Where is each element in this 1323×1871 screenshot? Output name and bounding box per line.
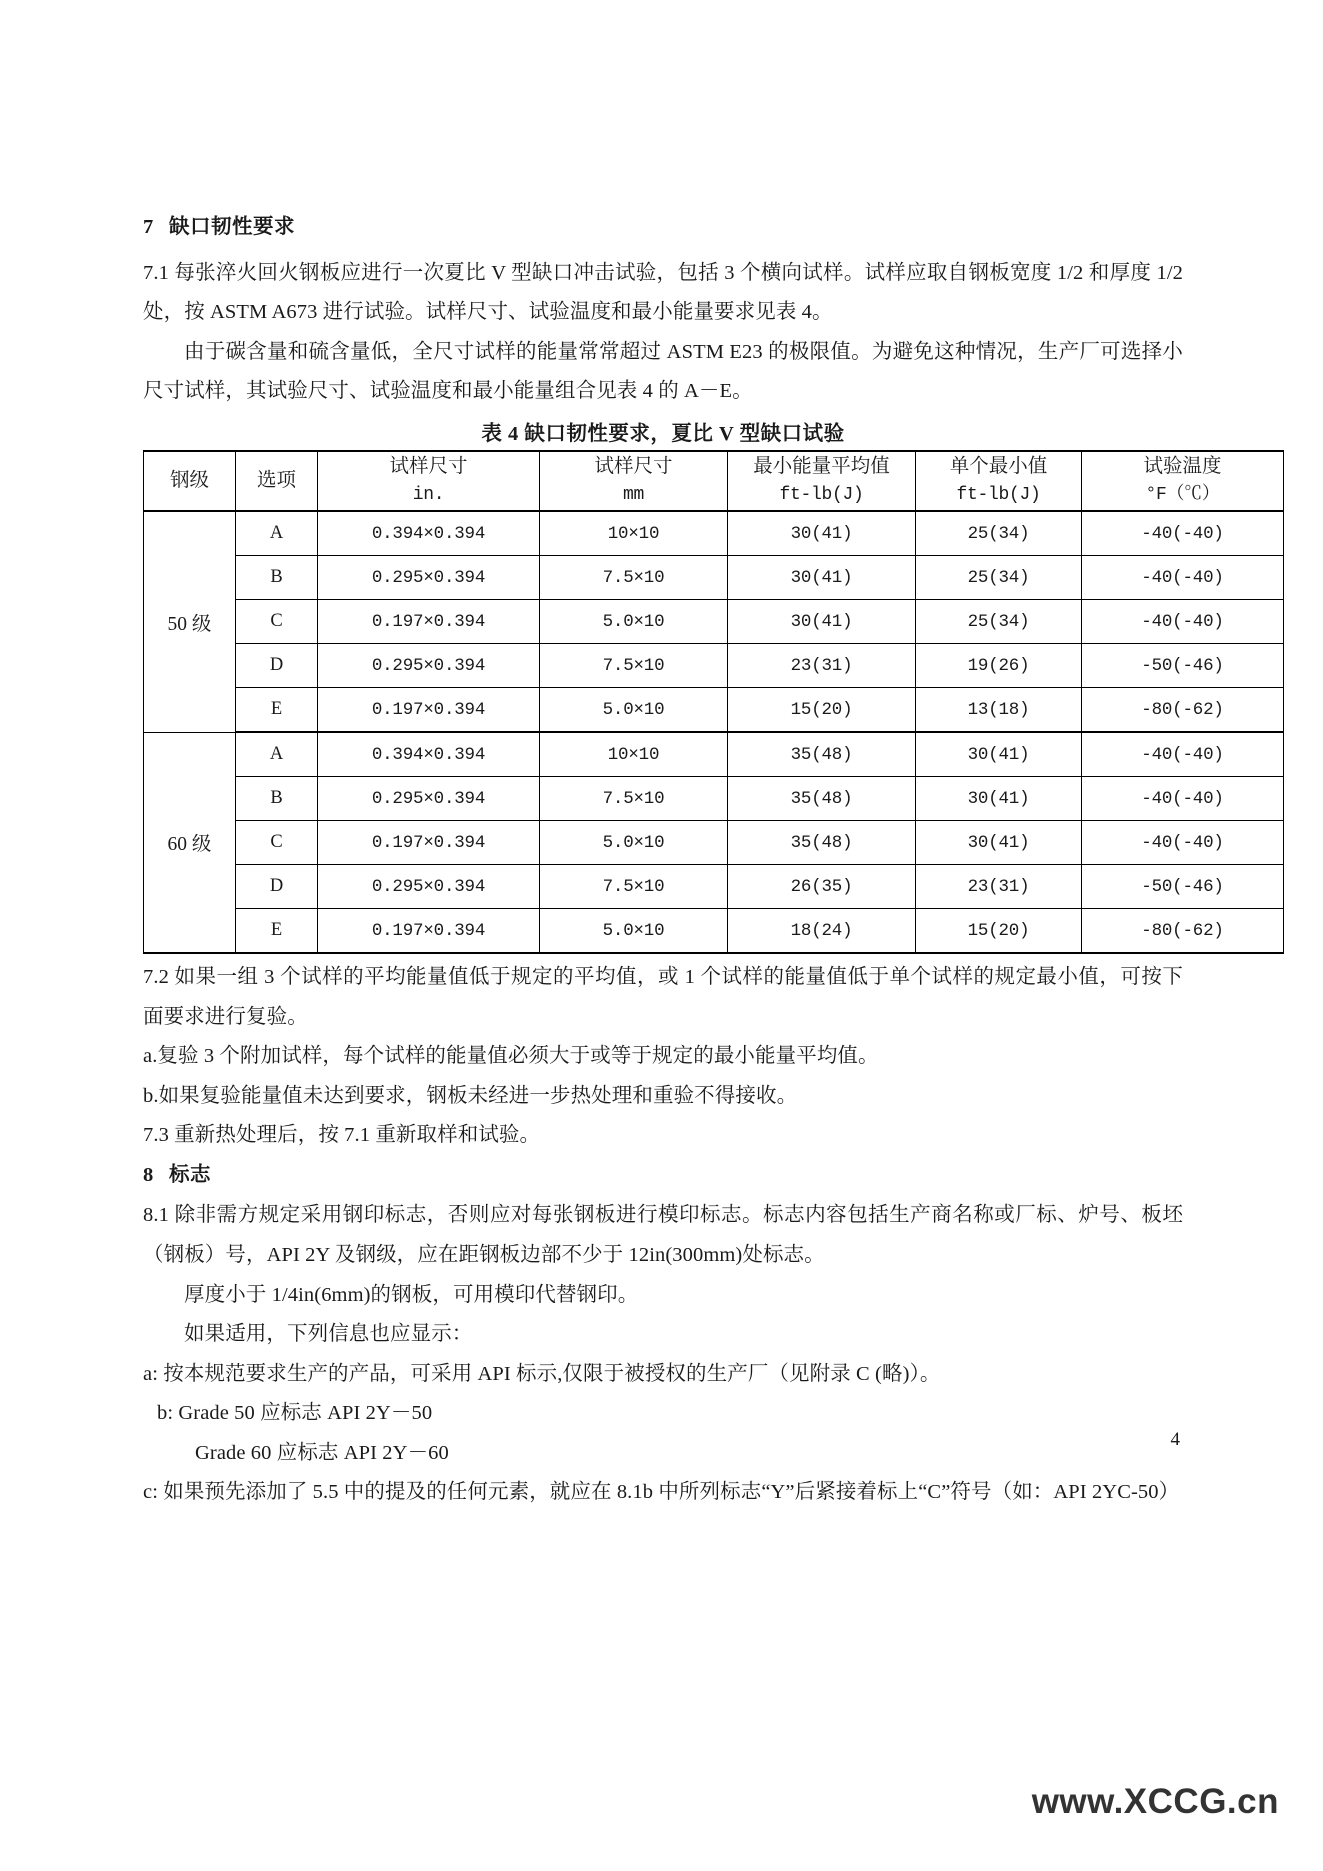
size-in-cell: 0.197×0.394 (318, 600, 540, 644)
paragraph-7-1: 7.1 每张淬火回火钢板应进行一次夏比 V 型缺口冲击试验，包括 3 个横向试样。试样应取自钢板宽度 1/2 和厚度 1/2 处，按 ASTM A673 进行试验。试样尺寸、试验温度和最小能量要求见表 4。 (143, 261, 1183, 324)
table-row (144, 600, 1284, 644)
avg-energy-cell: 30(41) (728, 600, 916, 644)
option-cell: C (236, 600, 318, 644)
size-mm-cell: 5.0×10 (540, 909, 728, 954)
paragraph-thin-plate: 厚度小于 1/4in(6mm)的钢板，可用模印代替钢印。 (184, 1283, 639, 1306)
section-8-heading (143, 1162, 1183, 1189)
size-in-cell: 0.295×0.394 (318, 865, 540, 909)
table-header-size-in (318, 451, 540, 511)
avg-energy-cell: 35(48) (728, 732, 916, 777)
table-row (144, 865, 1284, 909)
size-mm-cell: 10×10 (540, 732, 728, 777)
test-temp-cell: -40(-40) (1082, 511, 1284, 556)
table-4-notch-toughness (143, 450, 1284, 954)
option-cell: C (236, 821, 318, 865)
option-cell: B (236, 556, 318, 600)
size-in-cell: 0.197×0.394 (318, 688, 540, 733)
option-cell: E (236, 688, 318, 733)
size-mm-cell: 7.5×10 (540, 777, 728, 821)
test-temp-cell: -40(-40) (1082, 732, 1284, 777)
min-energy-cell: 25(34) (916, 511, 1082, 556)
test-temp-cell: -80(-62) (1082, 688, 1284, 733)
page-content (143, 214, 1224, 1513)
test-temp-cell: -50(-46) (1082, 644, 1284, 688)
size-mm-cell: 7.5×10 (540, 556, 728, 600)
table-header-grade: 钢级 (144, 451, 236, 511)
section-7-title: 缺口韧性要求 (169, 216, 295, 238)
watermark-url: www.XCCG.cn (1031, 1782, 1279, 1821)
marking-item-c: c: 如果预先添加了 5.5 中的提及的任何元素，就应在 8.1b 中所列标志“Y”后紧接着标上“C”符号（如：API 2YC-50） (143, 1481, 1180, 1504)
min-energy-cell: 30(41) (916, 777, 1082, 821)
size-in-cell: 0.295×0.394 (318, 556, 540, 600)
table-row (144, 556, 1284, 600)
table-row (144, 821, 1284, 865)
paragraph-small-specimen: 由于碳含量和硫含量低，全尺寸试样的能量常常超过 ASTM E23 的极限值。为避免这种情况，生产厂可选择小尺寸试样，其试验尺寸、试验温度和最小能量组合见表 4 的 A－E。 (143, 340, 1183, 403)
size-mm-cell: 10×10 (540, 511, 728, 556)
marking-item-a: a: 按本规范要求生产的产品，可采用 API 标示,仅限于被授权的生产厂（见附录 C (略)）。 (143, 1362, 941, 1385)
table-header-avg-energy-unit: ft-lb(J) (779, 485, 864, 506)
table-header-size-in-unit: in. (412, 485, 445, 506)
min-energy-cell: 30(41) (916, 732, 1082, 777)
test-temp-cell: -50(-46) (1082, 865, 1284, 909)
size-mm-cell: 7.5×10 (540, 865, 728, 909)
option-cell: A (236, 732, 318, 777)
avg-energy-cell: 35(48) (728, 821, 916, 865)
table-row (144, 644, 1284, 688)
table-4-caption: 表 4 缺口韧性要求，夏比 V 型缺口试验 (481, 422, 845, 445)
test-temp-cell: -40(-40) (1082, 821, 1284, 865)
marking-item-b-grade60: Grade 60 应标志 API 2Y－60 (195, 1441, 449, 1464)
avg-energy-cell: 18(24) (728, 909, 916, 954)
section-8-number: 8 (143, 1163, 154, 1186)
table-header-min-energy-unit: ft-lb(J) (956, 485, 1041, 506)
size-in-cell: 0.197×0.394 (318, 821, 540, 865)
table-header-test-temp-label: 试验温度 (1143, 455, 1222, 477)
test-temp-cell: -40(-40) (1082, 600, 1284, 644)
table-header-row (144, 451, 1284, 511)
grade-cell-60: 60 级 (144, 732, 236, 953)
marking-item-b-grade50: b: Grade 50 应标志 API 2Y－50 (157, 1402, 433, 1425)
test-temp-cell: -80(-62) (1082, 909, 1284, 954)
table-row (144, 777, 1284, 821)
size-mm-cell: 5.0×10 (540, 688, 728, 733)
page-number: 4 (1170, 1429, 1180, 1450)
table-row (144, 732, 1284, 777)
avg-energy-cell: 35(48) (728, 777, 916, 821)
paragraph-8-1: 8.1 除非需方规定采用钢印标志，否则应对每张钢板进行模印标志。标志内容包括生产商名称或厂标、炉号、板坯（钢板）号，API 2Y 及钢级，应在距钢板边部不少于 12in(300mm)处标志。 (143, 1204, 1183, 1267)
grade-cell-50: 50 级 (144, 511, 236, 732)
option-cell: B (236, 777, 318, 821)
min-energy-cell: 30(41) (916, 821, 1082, 865)
option-cell: D (236, 865, 318, 909)
avg-energy-cell: 30(41) (728, 511, 916, 556)
table-header-size-mm-label: 试样尺寸 (594, 455, 673, 477)
test-temp-cell: -40(-40) (1082, 556, 1284, 600)
section-7-number: 7 (143, 216, 154, 238)
min-energy-cell: 13(18) (916, 688, 1082, 733)
table-header-size-mm (540, 451, 728, 511)
size-mm-cell: 5.0×10 (540, 821, 728, 865)
min-energy-cell: 19(26) (916, 644, 1082, 688)
avg-energy-cell: 23(31) (728, 644, 916, 688)
table-header-min-energy-label: 单个最小值 (949, 455, 1048, 477)
min-energy-cell: 25(34) (916, 556, 1082, 600)
size-in-cell: 0.394×0.394 (318, 732, 540, 777)
table-header-option: 选项 (236, 451, 318, 511)
size-mm-cell: 7.5×10 (540, 644, 728, 688)
min-energy-cell: 23(31) (916, 865, 1082, 909)
paragraph-7-2: 7.2 如果一组 3 个试样的平均能量值低于规定的平均值，或 1 个试样的能量值低于单个试样的规定最小值，可按下面要求进行复验。 (143, 966, 1183, 1028)
table-4-header (144, 451, 1284, 511)
option-cell: D (236, 644, 318, 688)
avg-energy-cell: 26(35) (728, 865, 916, 909)
test-temp-cell: -40(-40) (1082, 777, 1284, 821)
paragraph-7-3: 7.3 重新热处理后，按 7.1 重新取样和试验。 (143, 1124, 541, 1147)
paragraph-if-applicable: 如果适用，下列信息也应显示： (184, 1323, 473, 1346)
table-header-test-temp-unit: °F（℃） (1145, 485, 1220, 506)
table-row (144, 688, 1284, 733)
size-in-cell: 0.295×0.394 (318, 644, 540, 688)
table-4-body (144, 511, 1284, 953)
paragraph-7-2-a: a.复验 3 个附加试样，每个试样的能量值必须大于或等于规定的最小能量平均值。 (143, 1045, 879, 1068)
min-energy-cell: 25(34) (916, 600, 1082, 644)
option-cell: A (236, 511, 318, 556)
table-header-size-in-label: 试样尺寸 (389, 455, 468, 477)
table-header-avg-energy (728, 451, 916, 511)
avg-energy-cell: 30(41) (728, 556, 916, 600)
table-header-avg-energy-label: 最小能量平均值 (753, 455, 890, 477)
size-in-cell: 0.394×0.394 (318, 511, 540, 556)
table-header-test-temp (1082, 451, 1284, 511)
table-header-size-mm-unit: mm (622, 485, 644, 506)
min-energy-cell: 15(20) (916, 909, 1082, 954)
table-header-min-energy (916, 451, 1082, 511)
avg-energy-cell: 15(20) (728, 688, 916, 733)
option-cell: E (236, 909, 318, 954)
table-row (144, 511, 1284, 556)
size-mm-cell: 5.0×10 (540, 600, 728, 644)
section-7-heading (143, 214, 1183, 241)
section-8-title: 标志 (169, 1163, 211, 1186)
table-row (144, 909, 1284, 954)
size-in-cell: 0.197×0.394 (318, 909, 540, 954)
size-in-cell: 0.295×0.394 (318, 777, 540, 821)
paragraph-7-2-b: b.如果复验能量值未达到要求，钢板未经进一步热处理和重验不得接收。 (143, 1084, 798, 1107)
